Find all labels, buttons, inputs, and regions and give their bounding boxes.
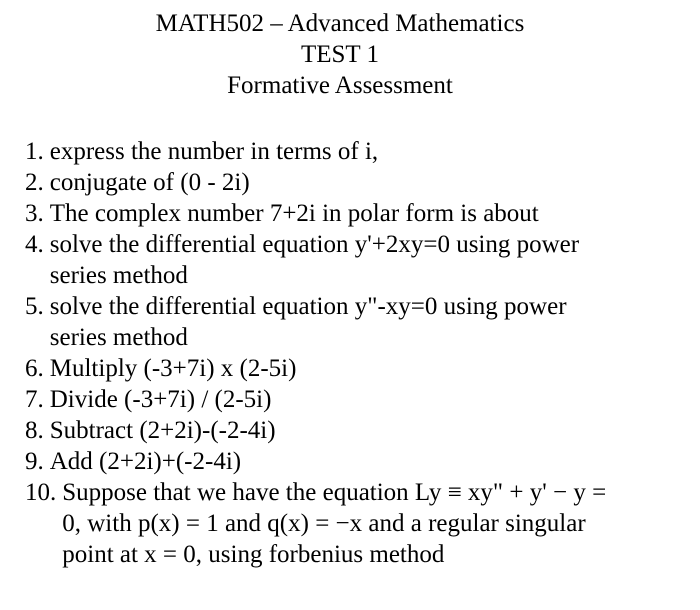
question-6	[25, 353, 690, 384]
question-number: 10.	[25, 479, 57, 506]
question-text: Divide (-3+7i) / (2-5i)	[49, 386, 272, 413]
question-number: 7.	[25, 386, 44, 413]
question-8	[25, 415, 690, 446]
question-5	[25, 291, 690, 353]
assessment-type: Formative Assessment	[227, 72, 453, 99]
question-text: express the number in terms of i,	[49, 138, 379, 165]
question-number: 3.	[25, 200, 44, 227]
question-4	[25, 229, 690, 291]
question-list	[25, 136, 690, 570]
question-text: Subtract (2+2i)-(-2-4i)	[49, 417, 276, 444]
course-title: MATH502 – Advanced Mathematics	[155, 10, 525, 37]
question-text: Suppose that we have the equation Ly ≡ xy" + y' − y = 0, with p(x) = 1 and q(x) = −x and a regular singular point at x = 0, using forbenius method	[62, 479, 607, 568]
question-text: solve the differential equation y"-xy=0 using power series method	[49, 293, 567, 351]
question-2	[25, 167, 690, 198]
question-number: 5.	[25, 293, 44, 320]
question-number: 1.	[25, 138, 44, 165]
question-10	[25, 477, 690, 570]
question-text: The complex number 7+2i in polar form is about	[49, 200, 539, 227]
question-text: conjugate of (0 - 2i)	[49, 169, 250, 196]
question-text: solve the differential equation y'+2xy=0 using power series method	[49, 231, 580, 289]
question-number: 6.	[25, 355, 44, 382]
question-text: Multiply (-3+7i) x (2-5i)	[49, 355, 297, 382]
question-number: 2.	[25, 169, 44, 196]
question-text: Add (2+2i)+(-2-4i)	[49, 448, 242, 475]
question-number: 8.	[25, 417, 44, 444]
header	[0, 8, 680, 101]
test-title: TEST 1	[300, 41, 379, 68]
question-3	[25, 198, 690, 229]
question-9	[25, 446, 690, 477]
question-number: 4.	[25, 231, 44, 258]
question-1	[25, 136, 690, 167]
question-7	[25, 384, 690, 415]
question-number: 9.	[25, 448, 44, 475]
